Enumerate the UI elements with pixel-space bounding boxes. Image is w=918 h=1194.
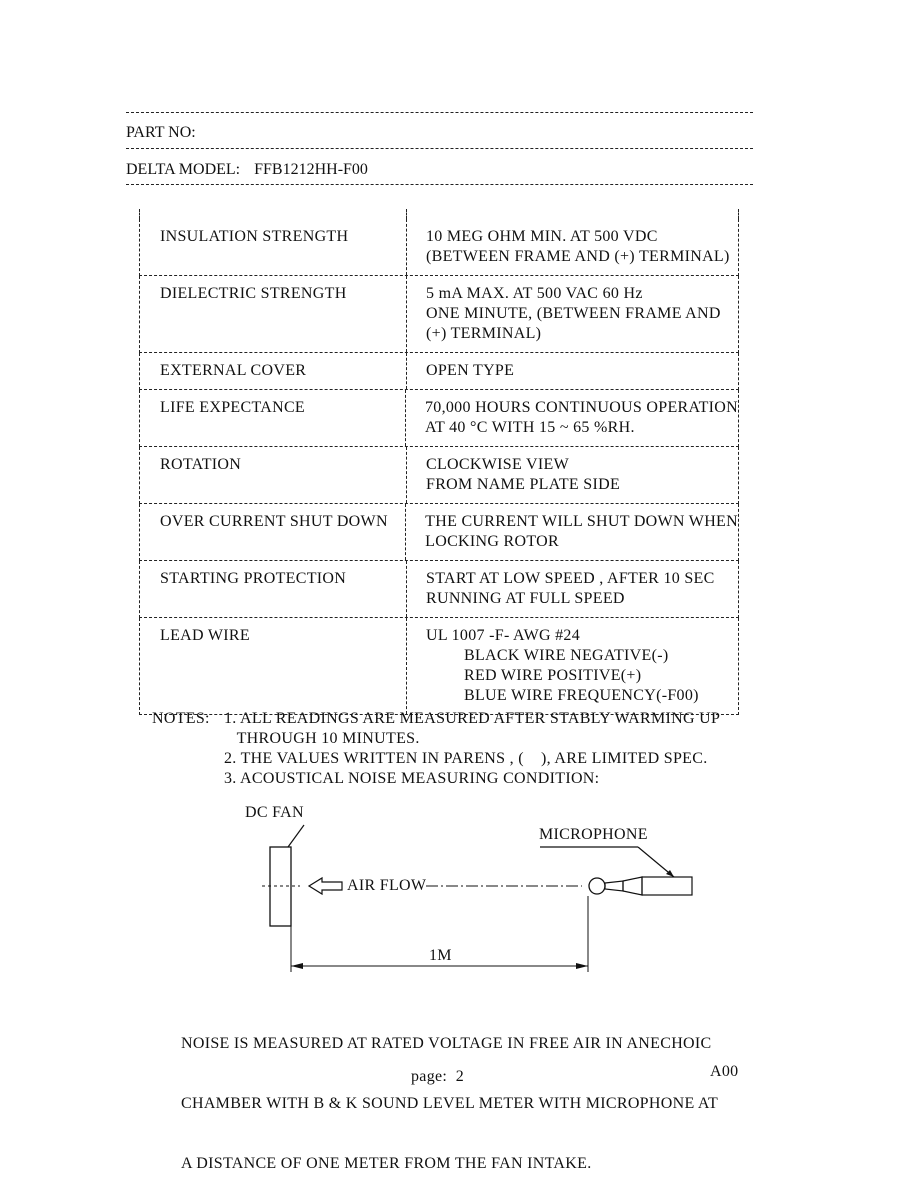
header-divider-middle bbox=[126, 148, 753, 149]
spec-value-subline: BLACK WIRE NEGATIVE(-) bbox=[464, 647, 669, 664]
microphone-body bbox=[642, 877, 692, 895]
header-divider-top bbox=[126, 112, 753, 113]
spec-value bbox=[407, 353, 738, 389]
notes-label: NOTES: bbox=[152, 710, 210, 727]
noise-paragraph-line: NOISE IS MEASURED AT RATED VOLTAGE IN FREE AIR IN ANECHOIC bbox=[181, 1035, 712, 1052]
model-value: FFB1212HH-F00 bbox=[254, 161, 368, 178]
airflow-label: AIR FLOW bbox=[347, 877, 427, 894]
microphone-neck bbox=[605, 881, 623, 891]
fan-label: DC FAN bbox=[245, 804, 304, 821]
dimension-arrow-right-icon bbox=[576, 963, 588, 969]
dimension-arrow-left-icon bbox=[291, 963, 303, 969]
spec-row bbox=[139, 618, 739, 715]
note-line: 1. ALL READINGS ARE MEASURED AFTER STABLY WARMING UP bbox=[224, 710, 721, 727]
note-line: THROUGH 10 MINUTES. bbox=[224, 730, 420, 747]
spec-value-line: START AT LOW SPEED , AFTER 10 SEC bbox=[426, 570, 715, 587]
distance-label: 1M bbox=[429, 947, 452, 964]
spec-value-line: CLOCKWISE VIEW bbox=[426, 456, 569, 473]
fan-leader-line bbox=[288, 825, 304, 847]
spec-value bbox=[407, 447, 738, 503]
page-number: page: 2 bbox=[411, 1068, 465, 1085]
model-row bbox=[126, 161, 368, 179]
spec-label: LIFE EXPECTANCE bbox=[140, 390, 406, 446]
noise-paragraph-line: CHAMBER WITH B & K SOUND LEVEL METER WITH MICROPHONE AT bbox=[181, 1095, 719, 1112]
spec-label: EXTERNAL COVER bbox=[140, 353, 407, 389]
spec-row bbox=[139, 276, 739, 353]
spec-value-line: 70,000 HOURS CONTINUOUS OPERATION bbox=[424, 399, 738, 416]
note-line: 2. THE VALUES WRITTEN IN PARENS , ( ), ARE LIMITED SPEC. bbox=[224, 750, 708, 767]
microphone-taper bbox=[623, 877, 642, 895]
spec-value bbox=[407, 561, 738, 617]
spec-table-top bbox=[139, 209, 739, 219]
spec-value-line: OPEN TYPE bbox=[426, 362, 515, 379]
spec-value-line: UL 1007 -F- AWG #24 bbox=[426, 627, 581, 644]
spec-value-line: FROM NAME PLATE SIDE bbox=[426, 476, 621, 493]
part-no-row bbox=[126, 124, 210, 142]
airflow-arrow-icon bbox=[309, 878, 342, 894]
spec-label: ROTATION bbox=[140, 447, 407, 503]
spec-row bbox=[139, 447, 739, 504]
spec-value-line: (BETWEEN FRAME AND (+) TERMINAL) bbox=[426, 248, 730, 265]
spec-value-line: 10 MEG OHM MIN. AT 500 VDC bbox=[426, 228, 658, 245]
model-label: DELTA MODEL: bbox=[126, 161, 241, 178]
spec-row bbox=[139, 390, 739, 447]
microphone-label: MICROPHONE bbox=[539, 826, 648, 843]
spec-value-line: THE CURRENT WILL SHUT DOWN WHEN bbox=[425, 513, 738, 530]
spec-value bbox=[406, 390, 738, 446]
noise-paragraph bbox=[181, 994, 718, 1194]
spec-label: INSULATION STRENGTH bbox=[140, 219, 407, 275]
spec-value bbox=[407, 219, 738, 275]
revision-code: A00 bbox=[710, 1063, 739, 1080]
spec-value-line: 5 mA MAX. AT 500 VAC 60 Hz bbox=[426, 285, 643, 302]
noise-paragraph-line: A DISTANCE OF ONE METER FROM THE FAN INTAKE. bbox=[181, 1155, 592, 1172]
spec-value-subline: RED WIRE POSITIVE(+) bbox=[464, 667, 642, 684]
spec-value-line: (+) TERMINAL) bbox=[426, 325, 542, 342]
spec-row bbox=[139, 561, 739, 618]
spec-value-line: ONE MINUTE, (BETWEEN FRAME AND bbox=[426, 305, 721, 322]
spec-table bbox=[139, 209, 739, 715]
spec-value bbox=[407, 618, 738, 714]
spec-label: STARTING PROTECTION bbox=[140, 561, 407, 617]
spec-label: OVER CURRENT SHUT DOWN bbox=[140, 504, 406, 560]
noise-measurement-diagram bbox=[230, 800, 710, 980]
microphone-head-icon bbox=[589, 878, 605, 894]
spec-row bbox=[139, 219, 739, 276]
spec-value bbox=[406, 504, 738, 560]
spec-label: LEAD WIRE bbox=[140, 618, 407, 714]
spec-value bbox=[407, 276, 738, 352]
spec-value-line: RUNNING AT FULL SPEED bbox=[426, 590, 625, 607]
header-divider-bottom bbox=[126, 184, 753, 185]
spec-value-line: AT 40 °C WITH 15 ~ 65 %RH. bbox=[424, 419, 635, 436]
spec-row bbox=[139, 353, 739, 390]
spec-value-line: LOCKING ROTOR bbox=[425, 533, 559, 550]
note-line: 3. ACOUSTICAL NOISE MEASURING CONDITION: bbox=[224, 770, 600, 787]
spec-row bbox=[139, 504, 739, 561]
spec-label: DIELECTRIC STRENGTH bbox=[140, 276, 407, 352]
part-no-label: PART NO: bbox=[126, 124, 196, 141]
spec-value-subline: BLUE WIRE FREQUENCY(-F00) bbox=[464, 687, 699, 704]
